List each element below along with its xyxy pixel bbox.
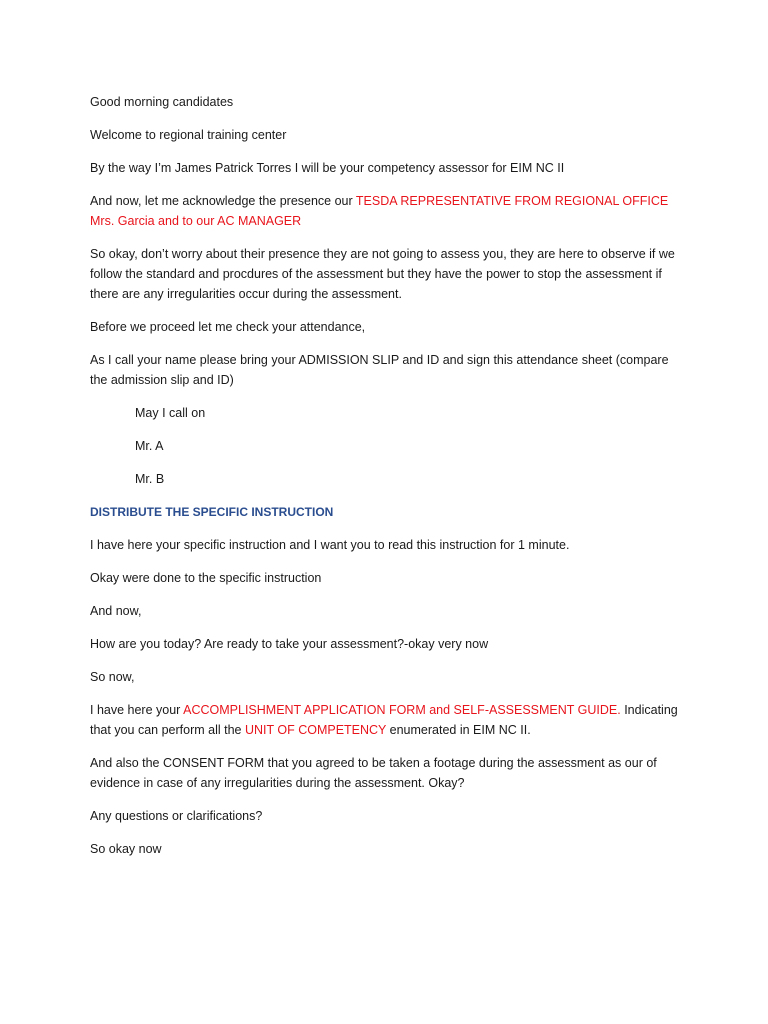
call-name-paragraph: As I call your name please bring your ADMISSION SLIP and ID and sign this attendance sheet (compare the admission slip and ID) bbox=[90, 353, 669, 387]
intro-line: By the way I’m James Patrick Torres I will be your competency assessor for EIM NC II bbox=[90, 161, 565, 175]
welcome-line: Welcome to regional training center bbox=[90, 128, 287, 142]
questions-line: Any questions or clarifications? bbox=[90, 809, 263, 823]
attendance-line: Before we proceed let me check your attendance, bbox=[90, 320, 366, 334]
competency-highlight: UNIT OF COMPETENCY bbox=[244, 723, 387, 737]
forms-highlight: ACCOMPLISHMENT APPLICATION FORM and SELF-ASSESSMENT GUIDE. bbox=[183, 703, 621, 717]
section-heading: DISTRIBUTE THE SPECIFIC INSTRUCTION bbox=[90, 505, 334, 519]
acknowledge-text: And now, let me acknowledge the presence our bbox=[90, 194, 356, 208]
acknowledge-highlight: TESDA REPRESENTATIVE FROM REGIONAL OFFICE Mrs. Garcia and to our AC MANAGER bbox=[90, 194, 669, 228]
candidate-a: Mr. A bbox=[135, 439, 164, 453]
done-instruction-line: Okay were done to the specific instruction bbox=[90, 571, 322, 585]
consent-paragraph: And also the CONSENT FORM that you agreed to be taken a footage during the assessment as our of evidence in case of any irregularities during the assessment. Okay? bbox=[90, 756, 657, 790]
how-are-you-line: How are you today? Are ready to take your assessment?-okay very now bbox=[90, 637, 489, 651]
acknowledge-paragraph bbox=[90, 191, 680, 231]
and-now-line: And now, bbox=[90, 604, 142, 618]
reassure-paragraph: So okay, don’t worry about their presence they are not going to assess you, they are here to observe if we follow the standard and procdures of the assessment but they have the power to stop the assessment if there are any irregularities occur during the assessment. bbox=[90, 247, 675, 301]
greeting-line: Good morning candidates bbox=[90, 95, 234, 109]
closing-line: So okay now bbox=[90, 842, 162, 856]
forms-paragraph bbox=[90, 700, 680, 740]
candidate-b: Mr. B bbox=[135, 472, 165, 486]
forms-text-end: enumerated in EIM NC II. bbox=[386, 723, 531, 737]
so-now-line: So now, bbox=[90, 670, 135, 684]
read-instruction-line: I have here your specific instruction and I want you to read this instruction for 1 minute. bbox=[90, 538, 570, 552]
forms-text-mid: Indicating that you can perform all the bbox=[90, 703, 678, 737]
document-page bbox=[90, 92, 680, 872]
forms-text: I have here your bbox=[90, 703, 184, 717]
call-on-line: May I call on bbox=[135, 406, 206, 420]
